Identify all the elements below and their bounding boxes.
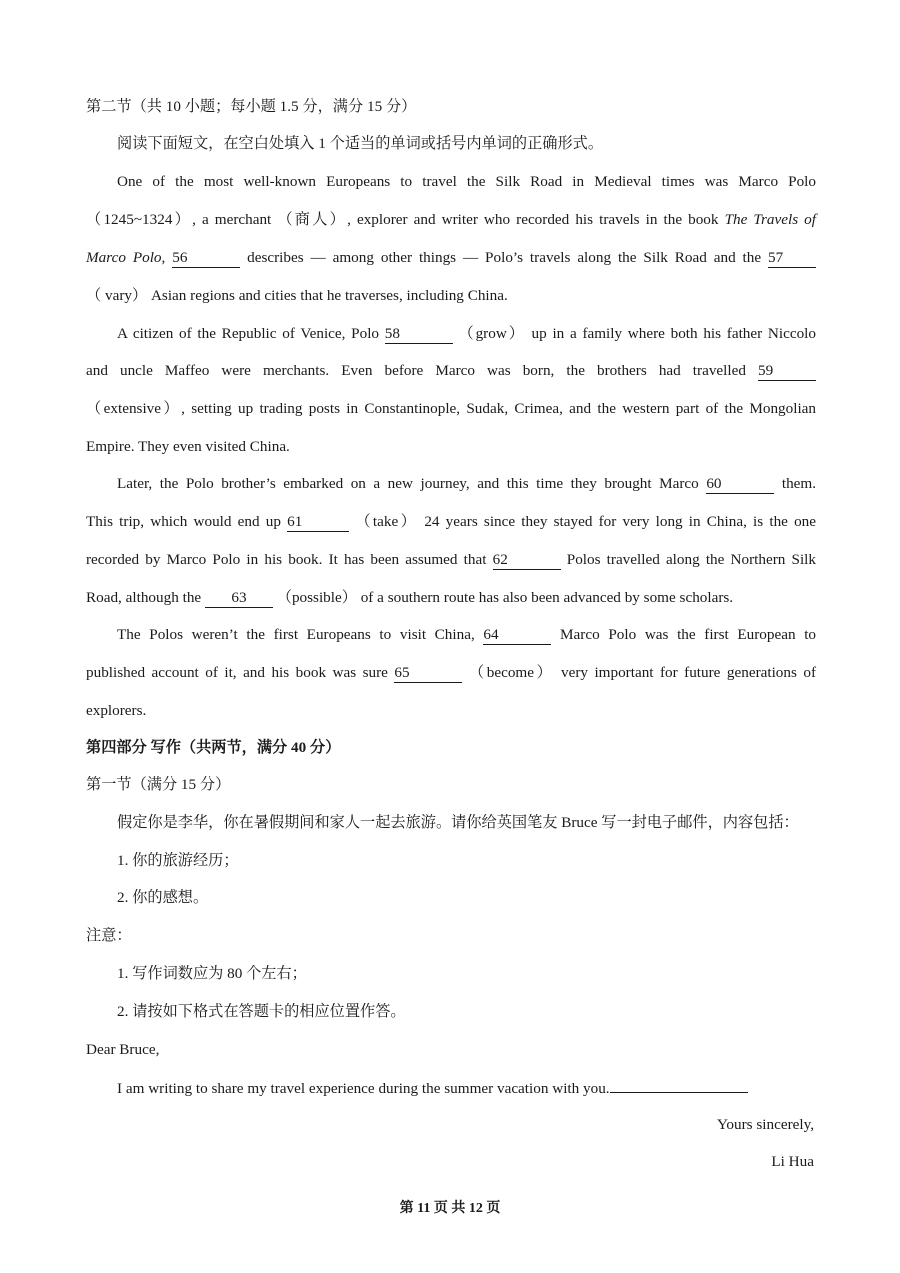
section2-heading: 第二节（共 10 小题；每小题 1.5 分，满分 15 分） xyxy=(86,98,417,115)
blank-60[interactable]: 60 xyxy=(706,475,774,494)
writing-item-2: 2. 你的感想。 xyxy=(117,889,209,906)
section2-instruction: 阅读下面短文，在空白处填入 1 个适当的单词或括号内单词的正确形式。 xyxy=(117,135,603,152)
letter-salutation: Dear Bruce, xyxy=(86,1041,160,1058)
writing-answer-line[interactable] xyxy=(610,1076,748,1093)
passage-line: Later, the Polo brother’s embarked on a new journey, and this time they brought Marco 60 them. xyxy=(117,475,817,492)
blank-56[interactable]: 56 xyxy=(172,249,240,268)
note-2: 2. 请按如下格式在答题卡的相应位置作答。 xyxy=(117,1003,406,1020)
blank-62[interactable]: 62 xyxy=(493,551,561,570)
blank-64[interactable]: 64 xyxy=(483,626,551,645)
blank-57[interactable]: 57 xyxy=(768,249,816,268)
letter-signature: Li Hua xyxy=(771,1153,814,1170)
blank-58[interactable]: 58 xyxy=(385,325,453,344)
blank-61[interactable]: 61 xyxy=(287,513,349,532)
blank-59[interactable]: 59 xyxy=(758,362,816,381)
blank-63[interactable]: 63 xyxy=(205,589,273,608)
passage-line: Empire. They even visited China. xyxy=(86,438,290,455)
note-label: 注意： xyxy=(86,927,132,944)
passage-line: and uncle Maffeo were merchants. Even before Marco was born, the brothers had travelled 59 xyxy=(86,360,816,382)
passage-line: Road, although the 63 （possible） of a southern route has also been advanced by some scholars. xyxy=(86,589,734,606)
passage-line: This trip, which would end up 61 （take） 24 years since they stayed for very long in China, is the one xyxy=(86,513,817,530)
letter-closing: Yours sincerely, xyxy=(716,1116,814,1133)
writing-prompt: 假定你是李华，你在暑假期间和家人一起去旅游。请你给英国笔友 Bruce 写一封电子邮件，内容包括： xyxy=(117,814,799,831)
part4-subheading: 第一节（满分 15 分） xyxy=(86,776,231,793)
passage-line: A citizen of the Republic of Venice, Polo 58 （grow） up in a family where both his father Niccolo xyxy=(117,325,816,342)
note-1: 1. 写作词数应为 80 个左右； xyxy=(117,965,307,982)
blank-65[interactable]: 65 xyxy=(394,664,462,683)
passage-line: recorded by Marco Polo in his book. It has been assumed that 62 Polos travelled along the Northern Silk xyxy=(86,551,816,568)
passage-line: （extensive）, setting up trading posts in Constantinople, Sudak, Crimea, and the western part of the Mongolian xyxy=(86,400,816,417)
passage-line: One of the most well-known Europeans to travel the Silk Road in Medieval times was Marco Polo xyxy=(117,173,816,190)
part4-heading: 第四部分 写作（共两节，满分 40 分） xyxy=(86,739,341,756)
passage-line: published account of it, and his book was sure 65 （become） very important for future generations of xyxy=(86,664,817,681)
letter-opening: I am writing to share my travel experience during the summer vacation with you. xyxy=(117,1076,816,1100)
passage-line: explorers. xyxy=(86,702,147,719)
passage-line: Marco Polo, 56 describes — among other things — Polo’s travels along the Silk Road and the 57 xyxy=(86,247,816,269)
passage-line: The Polos weren’t the first Europeans to visit China, 64 Marco Polo was the first European to xyxy=(117,626,817,643)
writing-item-1: 1. 你的旅游经历； xyxy=(117,852,239,869)
passage-line: （ vary） Asian regions and cities that he traverses, including China. xyxy=(86,287,508,304)
passage-line: （1245~1324）, a merchant （商人）, explorer and writer who recorded his travels in the book The Travels of xyxy=(86,211,816,228)
page-number: 第 11 页 共 12 页 xyxy=(399,1201,501,1216)
